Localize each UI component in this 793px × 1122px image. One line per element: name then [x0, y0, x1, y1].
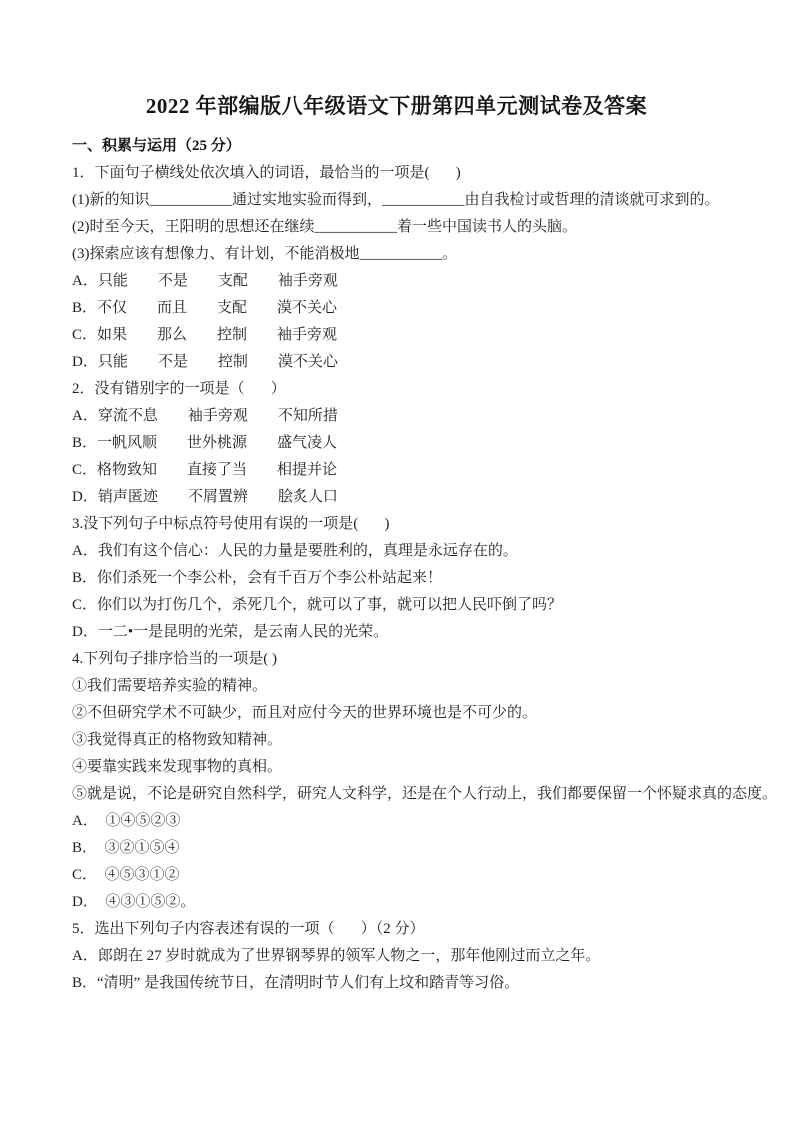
- question-3-option-C: C．你们以为打伤几个，杀死几个，就可以了事，就可以把人民吓倒了吗？: [72, 597, 563, 613]
- question-2-stem: 2．没有错别字的一项是（ ）: [72, 381, 286, 397]
- question-4-sentence-2: ②不但研究学术不可缺少，而且对应付今天的世界环境也是不可少的。: [72, 705, 538, 721]
- question-1-sentence-3: (3)探索应该有想像力、有计划，不能消极地___________。: [72, 246, 457, 262]
- question-4-stem: 4.下列句子排序恰当的一项是( ): [72, 651, 277, 667]
- question-2-option-A: A．穿流不息 袖手旁观 不知所措: [72, 408, 338, 424]
- question-1-option-D: D．只能 不是 控制 漠不关心: [72, 354, 338, 370]
- question-2-option-D: D．销声匿迹 不屑置辨 脍炙人口: [72, 489, 338, 505]
- questions-container: [72, 160, 781, 997]
- question-4-sentence-4: ④要靠实践来发现事物的真相。: [72, 759, 283, 775]
- question-4-sentence-5: ⑤就是说，不论是研究自然科学，研究人文科学，还是在个人行动上，我们都要保留一个怀疑求真的态度。: [72, 786, 778, 802]
- question-1-sentence-2: (2)时至今天，王阳明的思想还在继续___________着一些中国读书人的头脑。: [72, 219, 577, 235]
- question-2-option-B: B．一帆风顺 世外桃源 盛气凌人: [72, 435, 338, 451]
- document-title: 2022 年部编版八年级语文下册第四单元测试卷及答案: [145, 94, 648, 118]
- question-1-stem: 1．下面句子横线处依次填入的词语，最恰当的一项是( ): [72, 165, 461, 181]
- question-4-sentence-1: ①我们需要培养实验的精神。: [72, 678, 268, 694]
- question-5-stem: 5．选出下列句子内容表述有误的一项（ ）（2 分）: [72, 921, 425, 937]
- question-3-stem: 3.没下列句子中标点符号使用有误的一项是( ): [72, 516, 390, 532]
- question-4-sentence-3: ③我觉得真正的格物致知精神。: [72, 732, 283, 748]
- question-3-option-A: A．我们有这个信心：人民的力量是要胜利的，真理是永远存在的。: [72, 543, 518, 559]
- question-3-option-B: B．你们杀死一个李公朴，会有千百万个李公朴站起来！: [72, 570, 443, 586]
- question-5-option-A: A．郎朗在 27 岁时就成为了世界钢琴界的领军人物之一，那年他刚过而立之年。: [72, 948, 601, 964]
- question-5-option-B: B．“清明” 是我国传统节日，在清明时节人们有上坟和踏青等习俗。: [72, 975, 520, 991]
- question-4-option-D: D． ④③①⑤②。: [72, 894, 196, 910]
- question-4-option-B: B． ③②①⑤④: [72, 840, 180, 856]
- question-2-option-C: C．格物致知 直接了当 相提并论: [72, 462, 338, 478]
- question-4-option-C: C． ④⑤③①②: [72, 867, 180, 883]
- document-body: [72, 133, 781, 997]
- question-3-option-D: D．一二•一是昆明的光荣，是云南人民的光荣。: [72, 624, 389, 640]
- question-1-sentence-1: (1)新的知识___________通过实地实验而得到，___________由自我检讨或哲理的清谈就可求到的。: [72, 192, 720, 208]
- question-1-option-B: B．不仅 而且 支配 漠不关心: [72, 300, 338, 316]
- section-heading: 一、积累与运用（25 分）: [72, 138, 241, 154]
- question-1-option-A: A．只能 不是 支配 袖手旁观: [72, 273, 338, 289]
- question-4-option-A: A． ①④⑤②③: [72, 813, 181, 829]
- question-1-option-C: C．如果 那么 控制 袖手旁观: [72, 327, 338, 343]
